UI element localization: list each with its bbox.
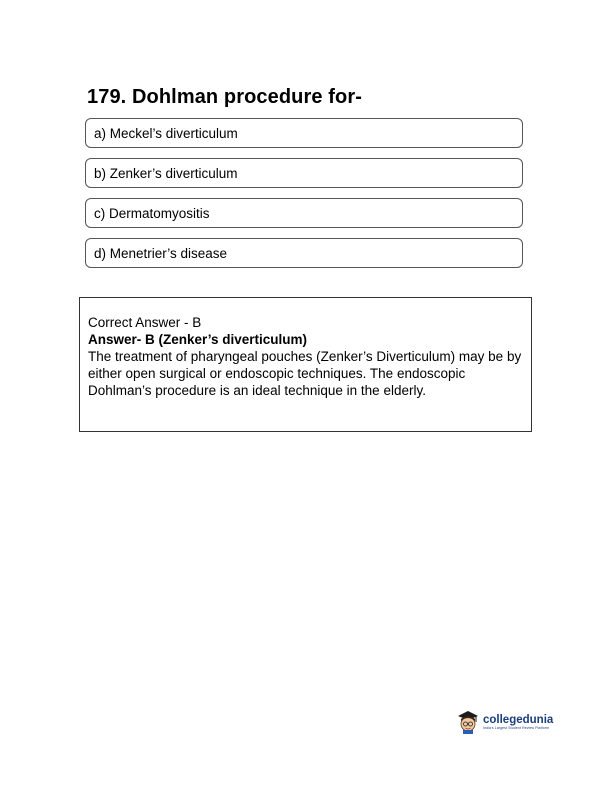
answer-heading: Answer- B (Zenker’s diverticulum) bbox=[88, 332, 308, 347]
answer-explanation: The treatment of pharyngeal pouches (Zenker’s Diverticulum) may be by either open surgical or endoscopic techniques. The endoscopic Dohlman’s procedure is an ideal technique in the elderly. bbox=[88, 349, 522, 398]
option-b[interactable]: b) Zenker’s diverticulum bbox=[85, 158, 523, 188]
answer-box bbox=[79, 297, 532, 432]
collegedunia-logo bbox=[456, 708, 553, 736]
logo-name: collegedunia bbox=[483, 713, 554, 726]
option-c[interactable]: c) Dermatomyositis bbox=[85, 198, 523, 228]
correct-answer-line: Correct Answer - B bbox=[88, 315, 202, 330]
option-a[interactable]: a) Meckel’s diverticulum bbox=[85, 118, 523, 148]
option-d[interactable]: d) Menetrier’s disease bbox=[85, 238, 523, 268]
question-title: 179. Dohlman procedure for- bbox=[87, 86, 362, 108]
logo-tagline: India's Largest Student Review Platform bbox=[483, 725, 550, 730]
mascot-icon bbox=[456, 709, 480, 735]
